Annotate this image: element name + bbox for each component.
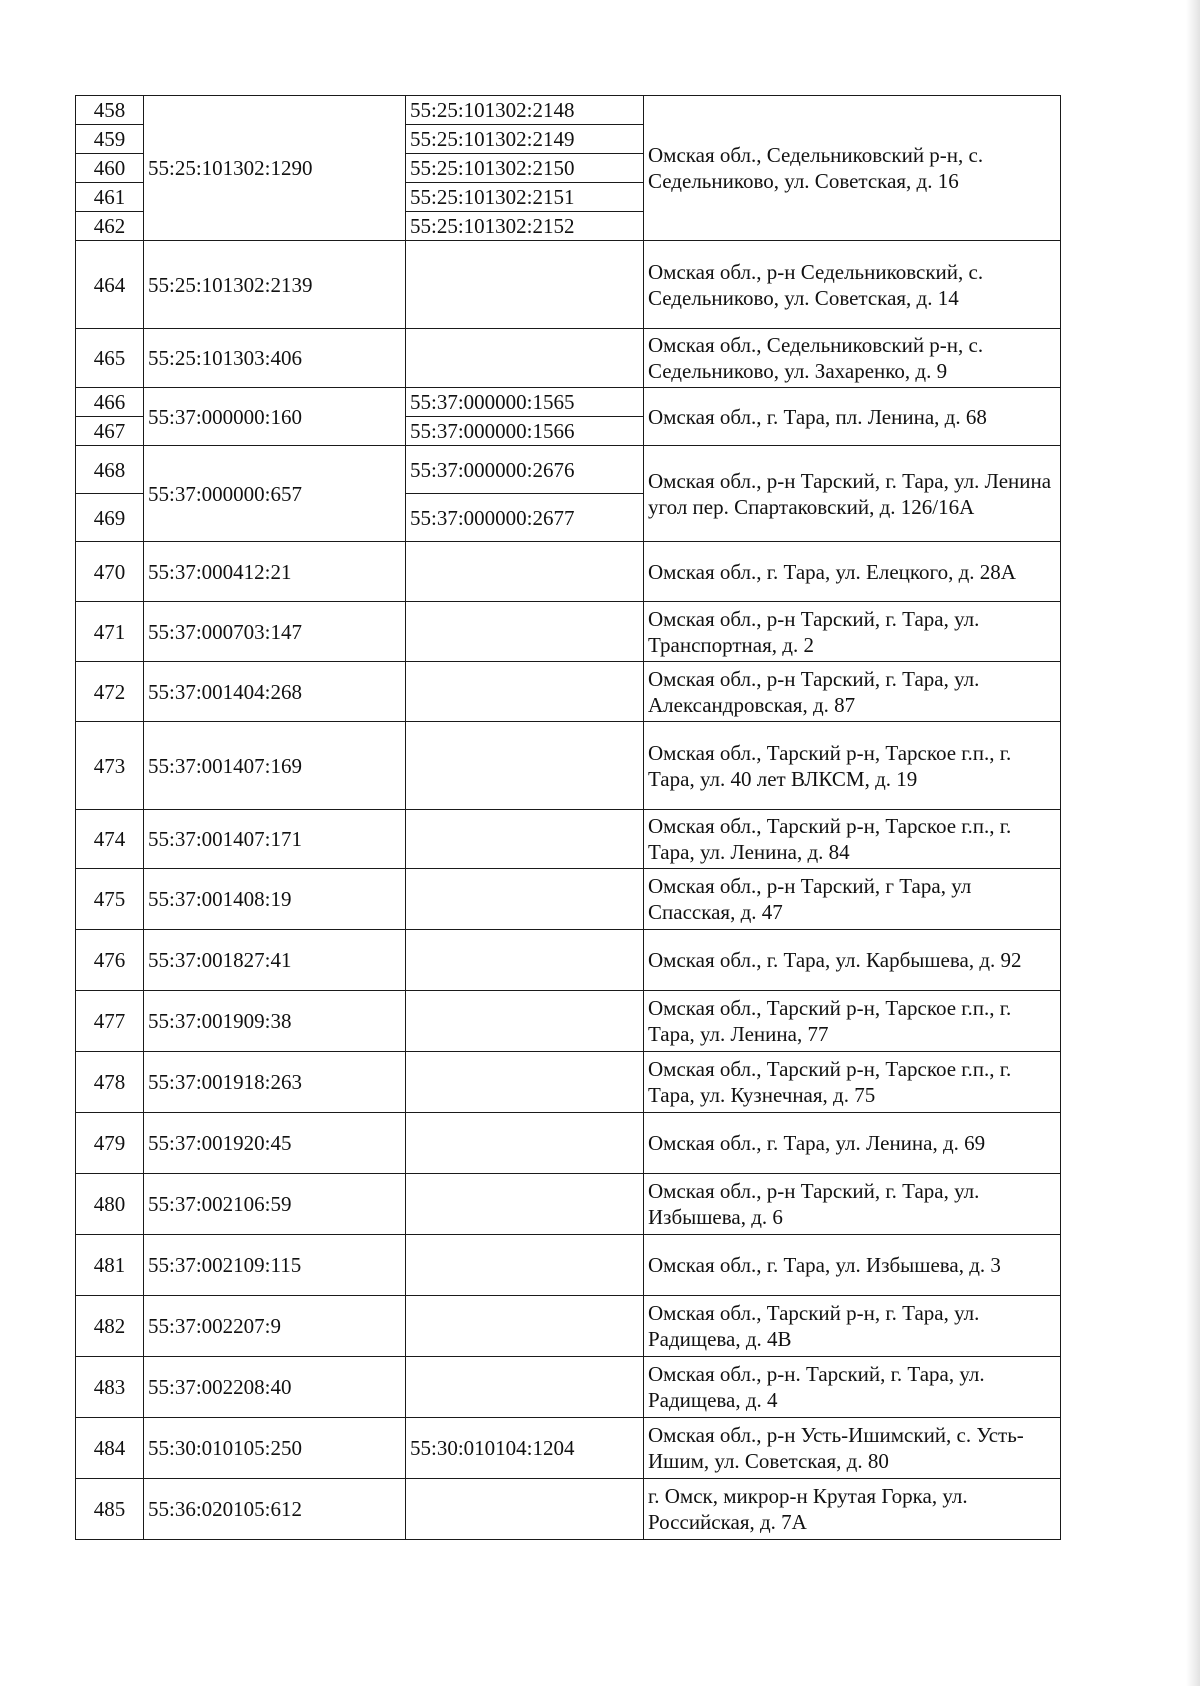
table-row xyxy=(76,96,1061,125)
property-registry-table xyxy=(75,95,1061,1540)
object-cadastral-number xyxy=(406,722,644,810)
object-cadastral-number xyxy=(406,1235,644,1296)
row-number: 477 xyxy=(76,991,144,1052)
table-row xyxy=(76,1357,1061,1418)
object-cadastral-number: 55:25:101302:2149 xyxy=(406,125,644,154)
address: Омская обл., г. Тара, ул. Избышева, д. 3 xyxy=(644,1235,1061,1296)
table-row xyxy=(76,1052,1061,1113)
table-row xyxy=(76,662,1061,722)
row-number: 484 xyxy=(76,1418,144,1479)
table-row xyxy=(76,1479,1061,1540)
row-number: 481 xyxy=(76,1235,144,1296)
row-number: 466 xyxy=(76,388,144,417)
scan-edge-shadow xyxy=(1186,0,1200,1686)
address: Омская обл., г. Тара, ул. Елецкого, д. 28А xyxy=(644,542,1061,602)
cadastral-number: 55:37:001407:171 xyxy=(144,810,406,869)
address: Омская обл., р-н Тарский, г Тара, ул Спасская, д. 47 xyxy=(644,869,1061,930)
cadastral-number: 55:25:101303:406 xyxy=(144,329,406,388)
address: Омская обл., Седельниковский р-н, с. Седельниково, ул. Захаренко, д. 9 xyxy=(644,329,1061,388)
address: Омская обл., р-н Седельниковский, с. Седельниково, ул. Советская, д. 14 xyxy=(644,241,1061,329)
row-number: 482 xyxy=(76,1296,144,1357)
table-row xyxy=(76,722,1061,810)
address: Омская обл., р-н Тарский, г. Тара, ул. Александровская, д. 87 xyxy=(644,662,1061,722)
object-cadastral-number: 55:37:000000:1565 xyxy=(406,388,644,417)
address: Омская обл., р-н. Тарский, г. Тара, ул. Радищева, д. 4 xyxy=(644,1357,1061,1418)
row-number: 472 xyxy=(76,662,144,722)
object-cadastral-number xyxy=(406,241,644,329)
row-number: 471 xyxy=(76,602,144,662)
row-number: 475 xyxy=(76,869,144,930)
object-cadastral-number xyxy=(406,1357,644,1418)
row-number: 476 xyxy=(76,930,144,991)
table-row xyxy=(76,1418,1061,1479)
table-row xyxy=(76,1235,1061,1296)
table-row xyxy=(76,810,1061,869)
cadastral-number: 55:37:002106:59 xyxy=(144,1174,406,1235)
object-cadastral-number: 55:37:000000:2676 xyxy=(406,446,644,494)
table-row xyxy=(76,991,1061,1052)
address: Омская обл., Седельниковский р-н, с. Седельниково, ул. Советская, д. 16 xyxy=(644,96,1061,241)
cadastral-number: 55:37:001408:19 xyxy=(144,869,406,930)
address: Омская обл., Тарский р-н, Тарское г.п., г. Тара, ул. Ленина, 77 xyxy=(644,991,1061,1052)
object-cadastral-number xyxy=(406,869,644,930)
table-row xyxy=(76,930,1061,991)
row-number: 467 xyxy=(76,417,144,446)
object-cadastral-number: 55:25:101302:2150 xyxy=(406,154,644,183)
row-number: 478 xyxy=(76,1052,144,1113)
cadastral-number: 55:37:002207:9 xyxy=(144,1296,406,1357)
row-number: 470 xyxy=(76,542,144,602)
row-number: 458 xyxy=(76,96,144,125)
table-row xyxy=(76,542,1061,602)
table-row xyxy=(76,1296,1061,1357)
object-cadastral-number: 55:37:000000:2677 xyxy=(406,494,644,542)
cadastral-number: 55:37:002208:40 xyxy=(144,1357,406,1418)
object-cadastral-number xyxy=(406,1113,644,1174)
address: Омская обл., Тарский р-н, г. Тара, ул. Радищева, д. 4В xyxy=(644,1296,1061,1357)
address: Омская обл., Тарский р-н, Тарское г.п., г. Тара, ул. Ленина, д. 84 xyxy=(644,810,1061,869)
object-cadastral-number xyxy=(406,1479,644,1540)
row-number: 460 xyxy=(76,154,144,183)
row-number: 459 xyxy=(76,125,144,154)
row-number: 479 xyxy=(76,1113,144,1174)
row-number: 461 xyxy=(76,183,144,212)
object-cadastral-number xyxy=(406,602,644,662)
object-cadastral-number xyxy=(406,810,644,869)
cadastral-number: 55:36:020105:612 xyxy=(144,1479,406,1540)
address: Омская обл., р-н Тарский, г. Тара, ул. Ленина угол пер. Спартаковский, д. 126/16А xyxy=(644,446,1061,542)
row-number: 465 xyxy=(76,329,144,388)
cadastral-number: 55:37:002109:115 xyxy=(144,1235,406,1296)
cadastral-number: 55:37:000412:21 xyxy=(144,542,406,602)
row-number: 462 xyxy=(76,212,144,241)
cadastral-number: 55:25:101302:1290 xyxy=(144,96,406,241)
object-cadastral-number xyxy=(406,930,644,991)
cadastral-number: 55:37:001827:41 xyxy=(144,930,406,991)
cadastral-number: 55:30:010105:250 xyxy=(144,1418,406,1479)
table-row xyxy=(76,329,1061,388)
address: Омская обл., г. Тара, ул. Карбышева, д. 92 xyxy=(644,930,1061,991)
object-cadastral-number xyxy=(406,542,644,602)
row-number: 469 xyxy=(76,494,144,542)
address: Омская обл., р-н Тарский, г. Тара, ул. Избышева, д. 6 xyxy=(644,1174,1061,1235)
table-row xyxy=(76,388,1061,417)
object-cadastral-number: 55:30:010104:1204 xyxy=(406,1418,644,1479)
cadastral-number: 55:37:000000:657 xyxy=(144,446,406,542)
object-cadastral-number xyxy=(406,1052,644,1113)
table-row xyxy=(76,446,1061,494)
address: г. Омск, микрор-н Крутая Горка, ул. Российская, д. 7А xyxy=(644,1479,1061,1540)
row-number: 474 xyxy=(76,810,144,869)
table-row xyxy=(76,1113,1061,1174)
object-cadastral-number xyxy=(406,1296,644,1357)
table-row xyxy=(76,1174,1061,1235)
table-row xyxy=(76,602,1061,662)
address: Омская обл., р-н Усть-Ишимский, с. Усть-Ишим, ул. Советская, д. 80 xyxy=(644,1418,1061,1479)
cadastral-number: 55:37:001909:38 xyxy=(144,991,406,1052)
row-number: 480 xyxy=(76,1174,144,1235)
address: Омская обл., Тарский р-н, Тарское г.п., г. Тара, ул. Кузнечная, д. 75 xyxy=(644,1052,1061,1113)
cadastral-number: 55:37:001404:268 xyxy=(144,662,406,722)
row-number: 473 xyxy=(76,722,144,810)
object-cadastral-number: 55:25:101302:2152 xyxy=(406,212,644,241)
object-cadastral-number: 55:25:101302:2151 xyxy=(406,183,644,212)
object-cadastral-number: 55:37:000000:1566 xyxy=(406,417,644,446)
row-number: 485 xyxy=(76,1479,144,1540)
table-row xyxy=(76,241,1061,329)
object-cadastral-number xyxy=(406,1174,644,1235)
address: Омская обл., Тарский р-н, Тарское г.п., г. Тара, ул. 40 лет ВЛКСМ, д. 19 xyxy=(644,722,1061,810)
row-number: 464 xyxy=(76,241,144,329)
row-number: 468 xyxy=(76,446,144,494)
address: Омская обл., р-н Тарский, г. Тара, ул. Транспортная, д. 2 xyxy=(644,602,1061,662)
object-cadastral-number: 55:25:101302:2148 xyxy=(406,96,644,125)
address: Омская обл., г. Тара, пл. Ленина, д. 68 xyxy=(644,388,1061,446)
table-row xyxy=(76,869,1061,930)
object-cadastral-number xyxy=(406,991,644,1052)
object-cadastral-number xyxy=(406,662,644,722)
cadastral-number: 55:37:001918:263 xyxy=(144,1052,406,1113)
cadastral-number: 55:37:001920:45 xyxy=(144,1113,406,1174)
cadastral-number: 55:37:000703:147 xyxy=(144,602,406,662)
row-number: 483 xyxy=(76,1357,144,1418)
object-cadastral-number xyxy=(406,329,644,388)
cadastral-number: 55:37:000000:160 xyxy=(144,388,406,446)
cadastral-number: 55:25:101302:2139 xyxy=(144,241,406,329)
cadastral-number: 55:37:001407:169 xyxy=(144,722,406,810)
address: Омская обл., г. Тара, ул. Ленина, д. 69 xyxy=(644,1113,1061,1174)
